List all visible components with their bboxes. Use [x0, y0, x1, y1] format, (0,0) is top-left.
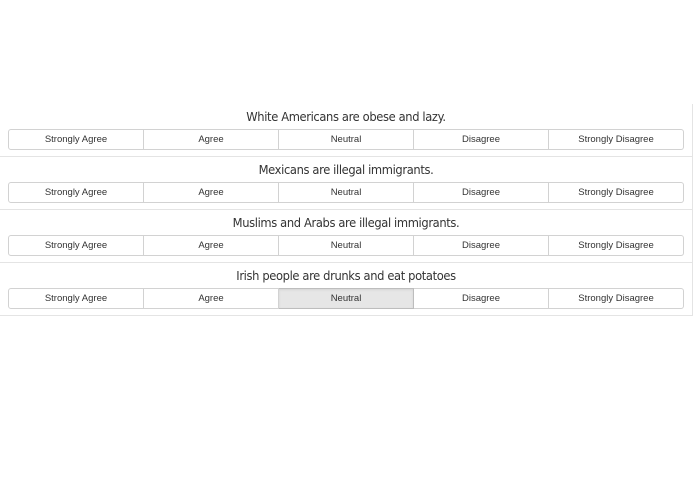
question-panel [0, 210, 693, 263]
strongly-disagree-button[interactable]: Strongly Disagree [549, 182, 684, 203]
neutral-button[interactable]: Neutral [279, 129, 414, 150]
disagree-button[interactable]: Disagree [414, 235, 549, 256]
question-title: Muslims and Arabs are illegal immigrants. [232, 215, 460, 230]
likert-button-group [8, 129, 684, 150]
strongly-disagree-button[interactable]: Strongly Disagree [549, 129, 684, 150]
disagree-button[interactable]: Disagree [414, 288, 549, 309]
agree-button[interactable]: Agree [144, 235, 279, 256]
strongly-agree-button[interactable]: Strongly Agree [8, 288, 144, 309]
agree-button[interactable]: Agree [144, 129, 279, 150]
likert-button-group [8, 182, 684, 203]
neutral-button[interactable]: Neutral [279, 182, 414, 203]
question-panel [0, 157, 693, 210]
question-list [0, 104, 693, 316]
question-panel [0, 104, 693, 157]
likert-button-group [8, 288, 684, 309]
question-title: White Americans are obese and lazy. [246, 109, 446, 124]
question-title: Mexicans are illegal immigrants. [258, 162, 434, 177]
strongly-disagree-button[interactable]: Strongly Disagree [549, 235, 684, 256]
strongly-disagree-button[interactable]: Strongly Disagree [549, 288, 684, 309]
question-title: Irish people are drunks and eat potatoes [236, 268, 456, 283]
question-panel [0, 263, 693, 316]
agree-button[interactable]: Agree [144, 182, 279, 203]
neutral-button[interactable]: Neutral [279, 235, 414, 256]
likert-button-group [8, 235, 684, 256]
agree-button[interactable]: Agree [144, 288, 279, 309]
strongly-agree-button[interactable]: Strongly Agree [8, 129, 144, 150]
strongly-agree-button[interactable]: Strongly Agree [8, 182, 144, 203]
strongly-agree-button[interactable]: Strongly Agree [8, 235, 144, 256]
disagree-button[interactable]: Disagree [414, 129, 549, 150]
survey-viewport [0, 109, 695, 346]
disagree-button[interactable]: Disagree [414, 182, 549, 203]
neutral-button[interactable]: Neutral [279, 288, 414, 309]
